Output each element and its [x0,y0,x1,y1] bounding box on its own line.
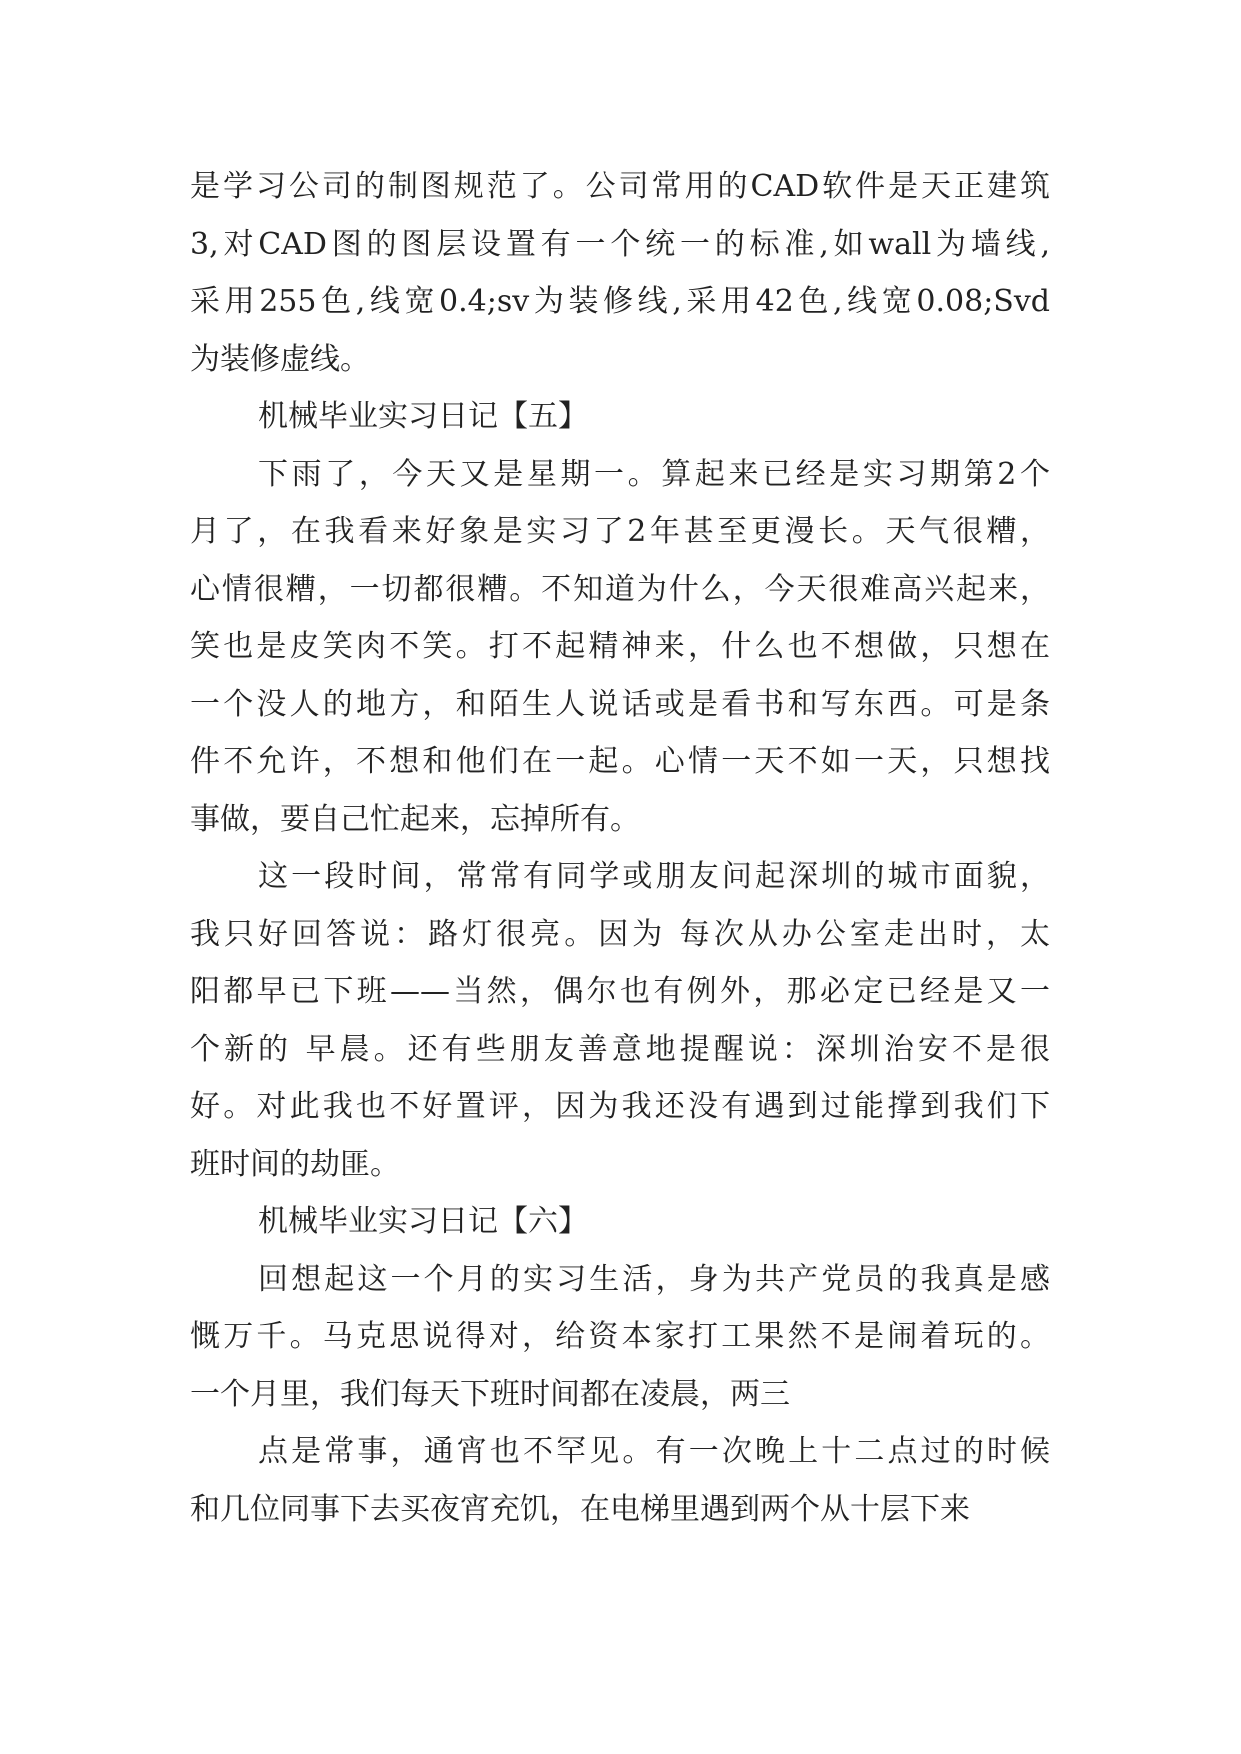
paragraph [190,446,1050,849]
text-line: 一个没人的地方，和陌生人说话或是看书和写东西。可是条 [190,686,1050,722]
text-line: 我只好回答说：路灯很亮。因为 每次从办公室走出时，太 [190,916,1050,952]
paragraph [190,848,1050,1193]
document-body [190,158,1050,1538]
text-line: 一个月里，我们每天下班时间都在凌晨，两三 [190,1376,790,1412]
text-line: 好。对此我也不好置评，因为我还没有遇到过能撑到我们下 [190,1089,1050,1124]
text-line: 机械毕业实习日记【五】 [258,399,588,434]
paragraph [190,1423,1050,1538]
text-line: 为装修虚线。 [190,341,370,377]
section-heading [190,388,1050,446]
text-line: 个新的 早晨。还有些朋友善意地提醒说：深圳治安不是很 [190,1031,1050,1067]
text-line: 心情很糟，一切都很糟。不知道为什么，今天很难高兴起来， [190,571,1050,607]
text-line: 慨万千。马克思说得对，给资本家打工果然不是闹着玩的。 [190,1319,1050,1354]
section-heading [190,1193,1050,1251]
text-line: 阳都早已下班——当然，偶尔也有例外，那必定已经是又一 [190,974,1050,1009]
text-line: 这一段时间，常常有同学或朋友问起深圳的城市面貌， [258,859,1050,894]
text-line: 和几位同事下去买夜宵充饥，在电梯里遇到两个从十层下来 [190,1491,970,1527]
text-line: 下雨了，今天又是星期一。算起来已经是实习期第2个 [258,456,1050,492]
text-line: 笑也是皮笑肉不笑。打不起精神来，什么也不想做，只想在 [190,629,1050,664]
text-line: 点是常事，通宵也不罕见。有一次晚上十二点过的时候 [258,1434,1050,1469]
text-line: 事做，要自己忙起来，忘掉所有。 [190,801,640,837]
text-line: 采用255色,线宽0.4;sv为装修线,采用42色,线宽0.08;Svd [190,284,1050,319]
text-line: 机械毕业实习日记【六】 [258,1204,588,1239]
paragraph [190,1251,1050,1424]
text-line: 班时间的劫匪。 [190,1146,400,1182]
text-line: 月了，在我看来好象是实习了2年甚至更漫长。天气很糟， [190,514,1050,549]
text-line: 3,对CAD图的图层设置有一个统一的标准,如wall为墙线, [190,226,1050,262]
paragraph [190,158,1050,388]
text-line: 回想起这一个月的实习生活，身为共产党员的我真是感 [258,1261,1050,1297]
text-line: 件不允许，不想和他们在一起。心情一天不如一天，只想找 [190,744,1050,779]
text-line: 是学习公司的制图规范了。公司常用的CAD软件是天正建筑 [190,169,1050,204]
